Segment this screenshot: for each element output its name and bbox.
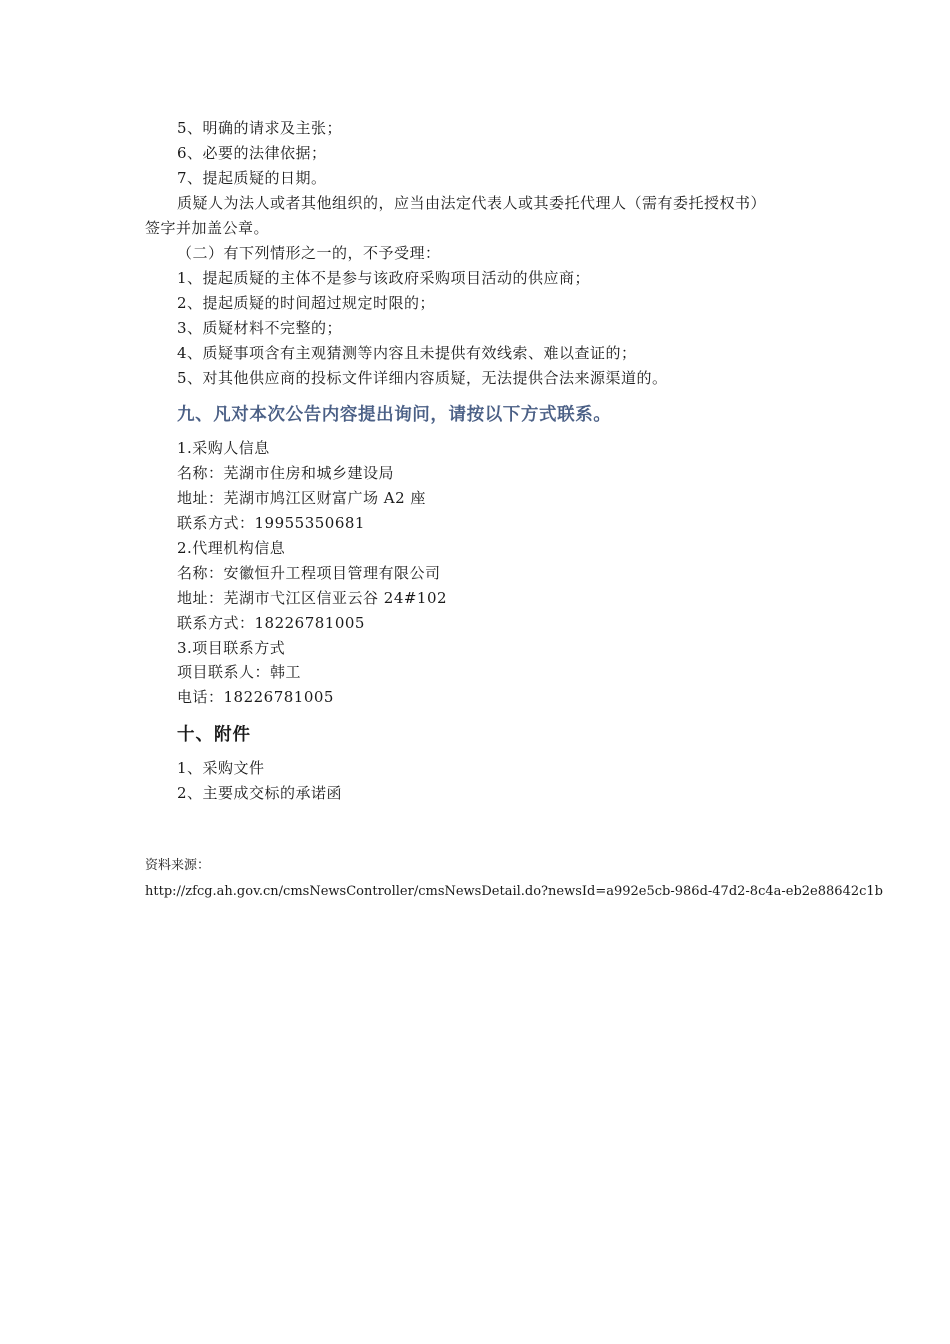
rejection-intro: （二）有下列情形之一的，不予受理： — [177, 244, 441, 262]
attachment-item: 2、主要成交标的承诺函 — [177, 784, 343, 802]
complaint-item: 5、明确的请求及主张； — [177, 119, 343, 137]
agency-title: 2.代理机构信息 — [177, 539, 286, 557]
section-9-heading: 九、凡对本次公告内容提出询问，请按以下方式联系。 — [177, 405, 612, 425]
project-phone: 电话：18226781005 — [177, 688, 334, 706]
attachment-item: 1、采购文件 — [177, 759, 265, 777]
complaint-item: 7、提起质疑的日期。 — [177, 169, 327, 187]
project-title: 3.项目联系方式 — [177, 639, 286, 657]
rejection-item: 3、质疑材料不完整的； — [177, 319, 343, 337]
signature-note: 质疑人为法人或者其他组织的，应当由法定代表人或其委托代理人（需有委托授权书） — [177, 194, 767, 212]
source-label: 资料来源： — [145, 858, 211, 873]
rejection-item: 2、提起质疑的时间超过规定时限的； — [177, 294, 436, 312]
signature-note-continued: 签字并加盖公章。 — [145, 219, 270, 237]
purchaser-name: 名称：芜湖市住房和城乡建设局 — [177, 464, 395, 482]
rejection-item: 1、提起质疑的主体不是参与该政府采购项目活动的供应商； — [177, 269, 591, 287]
purchaser-contact: 联系方式：19955350681 — [177, 514, 365, 532]
agency-address: 地址：芜湖市弋江区信亚云谷 24#102 — [177, 589, 448, 607]
purchaser-title: 1.采购人信息 — [177, 439, 270, 457]
rejection-item: 5、对其他供应商的投标文件详细内容质疑，无法提供合法来源渠道的。 — [177, 369, 668, 387]
agency-contact: 联系方式：18226781005 — [177, 614, 365, 632]
agency-name: 名称：安徽恒升工程项目管理有限公司 — [177, 564, 441, 582]
source-url[interactable]: http://zfcg.ah.gov.cn/cmsNewsController/cmsNewsDetail.do?newsId=a992e5cb-986d-47d2-8c4a-eb2e88642c1b — [145, 884, 883, 899]
rejection-item: 4、质疑事项含有主观猜测等内容且未提供有效线索、难以查证的； — [177, 344, 637, 362]
section-10-heading: 十、附件 — [177, 725, 251, 745]
purchaser-address: 地址：芜湖市鸠江区财富广场 A2 座 — [177, 489, 426, 507]
complaint-item: 6、必要的法律依据； — [177, 144, 327, 162]
project-person: 项目联系人：韩工 — [177, 663, 302, 681]
